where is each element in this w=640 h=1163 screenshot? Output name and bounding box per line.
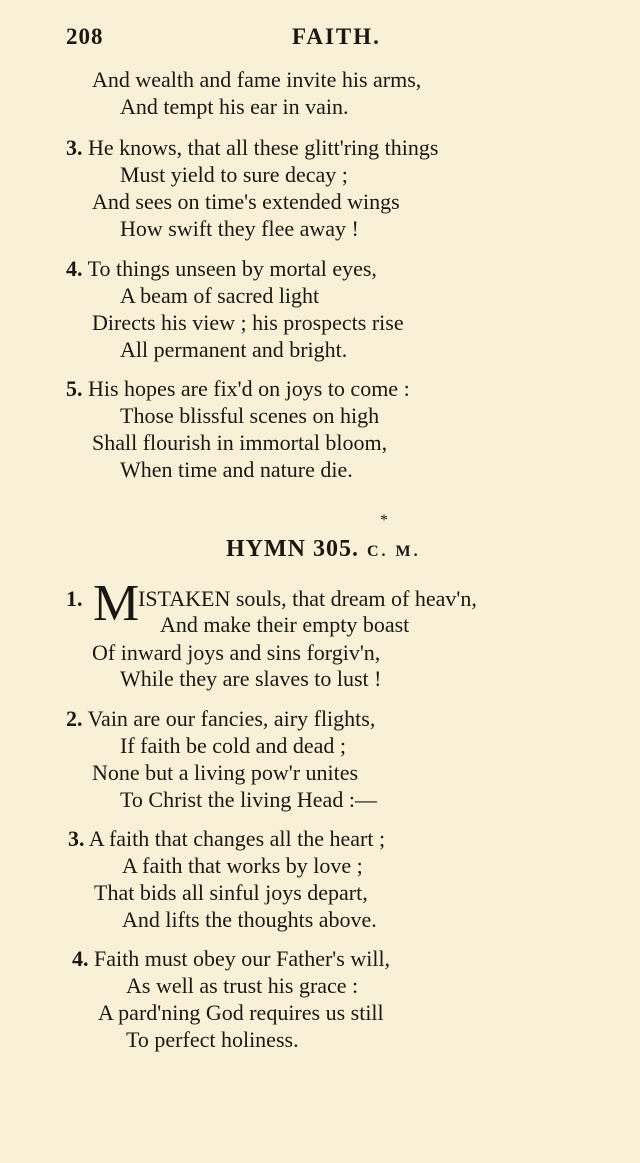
poem-line: That bids all sinful joys depart, [94, 880, 368, 905]
verse-number: 1. [66, 586, 83, 611]
poem-line: ISTAKEN souls, that dream of heav'n, [138, 586, 477, 611]
poem-line: None but a living pow'r unites [92, 760, 359, 785]
hymn-meter: C. M. [366, 543, 421, 560]
poem-line: And sees on time's extended wings [92, 189, 400, 214]
verse-number: 2. [66, 706, 83, 731]
verse-3 [68, 826, 385, 852]
poem-line: Vain are our fancies, airy flights, [87, 706, 376, 731]
hymn-title [226, 536, 421, 563]
page-header [66, 24, 586, 56]
poem-line: And tempt his ear in vain. [120, 94, 349, 119]
verse-number: 3. [66, 135, 83, 160]
poem-line: And lifts the thoughts above. [122, 907, 377, 932]
ornament: * [380, 512, 388, 529]
verse-2 [66, 706, 375, 732]
poem-line: While they are slaves to lust ! [120, 666, 382, 691]
poem-line: Faith must obey our Father's will, [94, 946, 391, 971]
poem-line: As well as trust his grace : [126, 973, 359, 998]
drop-cap: M [93, 575, 140, 632]
running-title: FAITH. [292, 24, 381, 49]
poem-line: A faith that changes all the heart ; [88, 826, 386, 851]
poem-line: And make their empty boast [160, 612, 410, 637]
poem-line: If faith be cold and dead ; [120, 733, 347, 758]
poem-line: A pard'ning God requires us still [98, 1000, 384, 1025]
page-number: 208 [66, 24, 104, 49]
hymn-number: HYMN 305. [226, 536, 359, 562]
poem-line: Shall flourish in immortal bloom, [92, 430, 388, 455]
poem-line: Directs his view ; his prospects rise [92, 310, 404, 335]
poem-line: Must yield to sure decay ; [120, 162, 348, 187]
poem-line: To perfect holiness. [126, 1027, 299, 1052]
poem-line: When time and nature die. [120, 457, 353, 482]
poem-line: How swift they flee away ! [120, 216, 359, 241]
poem-line: A faith that works by love ; [122, 853, 363, 878]
verse-number: 3. [68, 826, 85, 851]
poem-line: To things unseen by mortal eyes, [87, 256, 377, 281]
poem-line: Of inward joys and sins forgiv'n, [92, 640, 381, 665]
poem-line: All permanent and bright. [120, 337, 348, 362]
verse-5 [66, 376, 410, 402]
poem-line: To Christ the living Head :— [120, 787, 377, 812]
poem-line: A beam of sacred light [120, 283, 320, 308]
verse-number: 4. [66, 256, 83, 281]
verse-4 [72, 946, 390, 972]
verse-3 [66, 135, 438, 161]
verse-4 [66, 256, 377, 282]
verse-number: 4. [72, 946, 89, 971]
poem-line: Those blissful scenes on high [120, 403, 380, 428]
verse-number: 5. [66, 376, 83, 401]
poem-line: His hopes are fix'd on joys to come : [88, 376, 410, 401]
poem-line: He knows, that all these glitt'ring things [88, 135, 439, 160]
poem-line: And wealth and fame invite his arms, [92, 67, 422, 92]
